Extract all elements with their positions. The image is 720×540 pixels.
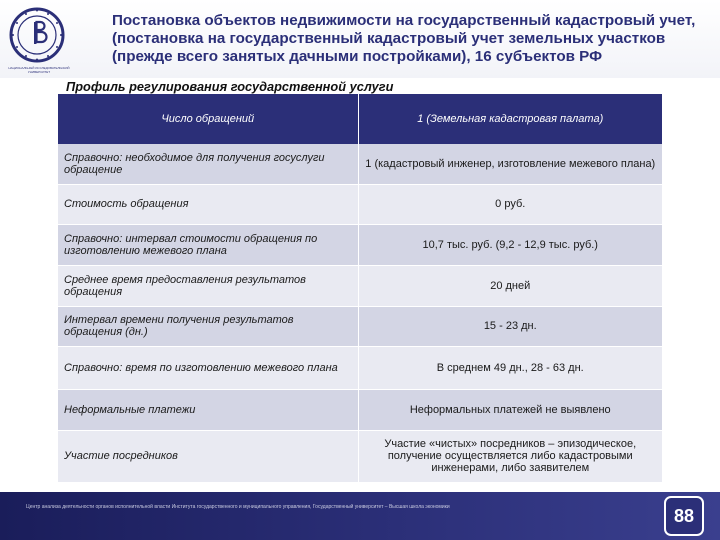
regulation-profile-table bbox=[58, 94, 662, 483]
row-value: В среднем 49 дн., 28 - 63 дн. bbox=[358, 346, 662, 389]
row-label: Среднее время предоставления результатов обращения bbox=[58, 265, 358, 306]
row-label: Справочно: время по изготовлению межевого плана bbox=[58, 346, 358, 389]
row-value: Участие «чистых» посредников – эпизодическое, получение осуществляется либо кадастровыми инженерами, либо заявителем bbox=[358, 430, 662, 482]
table-header-row bbox=[58, 94, 662, 144]
page-number-badge: 88 bbox=[664, 496, 704, 536]
table-row bbox=[58, 224, 662, 265]
header-cell-label: Число обращений bbox=[58, 94, 358, 144]
table-row bbox=[58, 306, 662, 346]
row-label: Справочно: интервал стоимости обращения по изготовлению межевого плана bbox=[58, 224, 358, 265]
row-label: Интервал времени получения результатов обращения (дн.) bbox=[58, 306, 358, 346]
row-label: Справочно: необходимое для получения госуслуги обращение bbox=[58, 144, 358, 184]
row-value: 0 руб. bbox=[358, 184, 662, 224]
table-subtitle: Профиль регулирования государственной услуги bbox=[66, 79, 394, 94]
table-row bbox=[58, 430, 662, 482]
table-row bbox=[58, 346, 662, 389]
footer-bar bbox=[0, 492, 720, 540]
row-label: Участие посредников bbox=[58, 430, 358, 482]
table-row bbox=[58, 389, 662, 430]
header-cell-value: 1 (Земельная кадастровая палата) bbox=[358, 94, 662, 144]
row-value: 1 (кадастровый инженер, изготовление межевого плана) bbox=[358, 144, 662, 184]
table-row bbox=[58, 265, 662, 306]
row-value: 10,7 тыс. руб. (9,2 - 12,9 тыс. руб.) bbox=[358, 224, 662, 265]
logo-caption: НАЦИОНАЛЬНЫЙ ИССЛЕДОВАТЕЛЬСКИЙ УНИВЕРСИТЕТ bbox=[8, 66, 70, 74]
row-value: 15 - 23 дн. bbox=[358, 306, 662, 346]
row-label: Неформальные платежи bbox=[58, 389, 358, 430]
university-logo-icon bbox=[8, 6, 66, 68]
slide-title: Постановка объектов недвижимости на государственный кадастровый учет, (постановка на государственный кадастровый учет земельных участков (прежде всего занятых дачными постройками), 16 субъектов РФ bbox=[112, 12, 696, 65]
table-row bbox=[58, 184, 662, 224]
row-value: Неформальных платежей не выявлено bbox=[358, 389, 662, 430]
row-value: 20 дней bbox=[358, 265, 662, 306]
footer-text: Центр анализа деятельности органов исполнительной власти Института государственного и муниципального управления, Государственный университет – Высшая школа экономики bbox=[26, 504, 450, 510]
table-row bbox=[58, 144, 662, 184]
row-label: Стоимость обращения bbox=[58, 184, 358, 224]
